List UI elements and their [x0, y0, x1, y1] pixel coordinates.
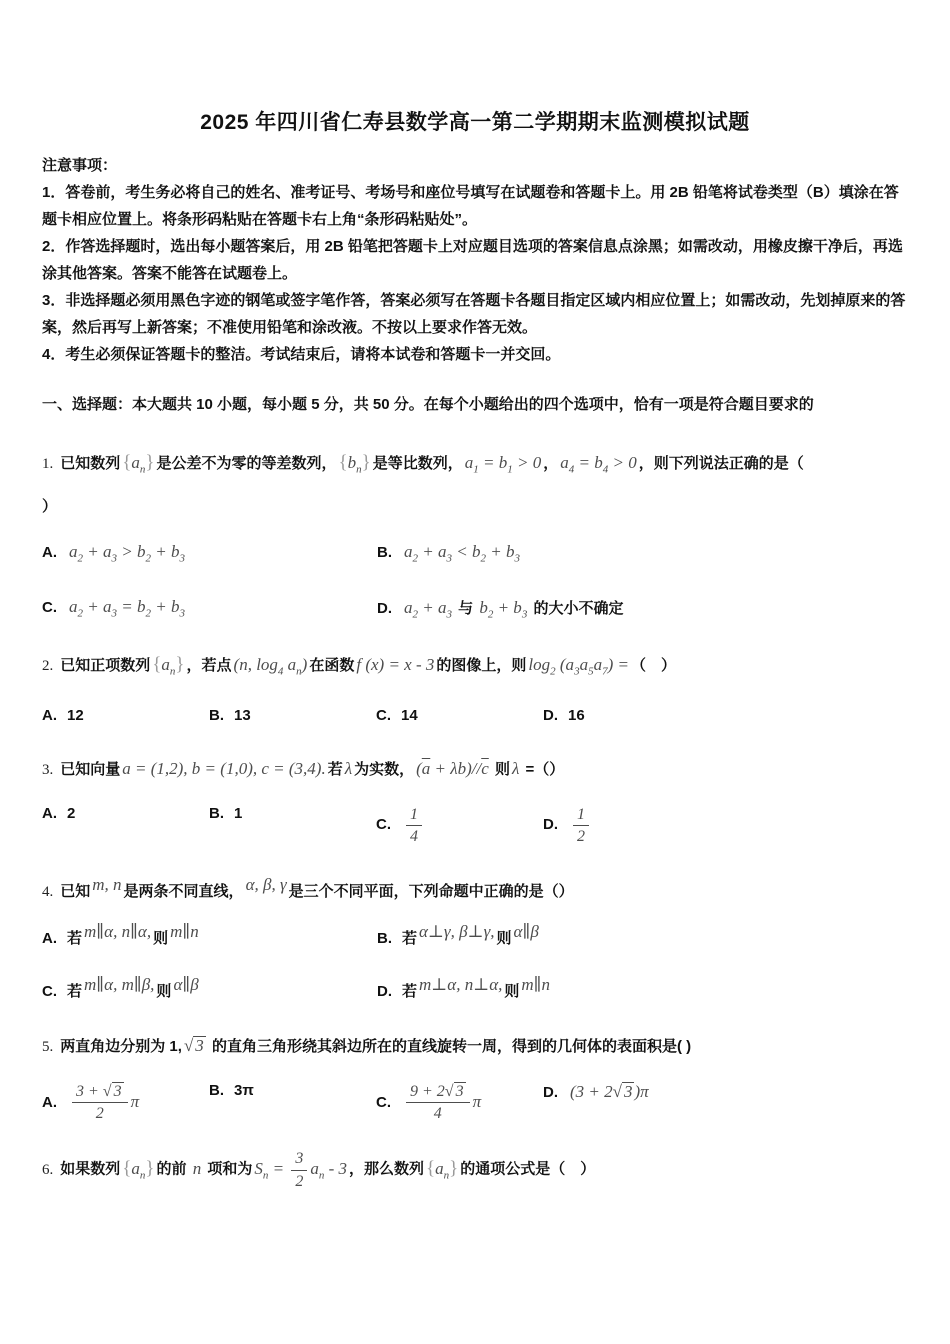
option-label: D.	[543, 706, 558, 724]
option-label: A.	[42, 929, 57, 947]
question-6	[42, 1149, 908, 1194]
math-formula: a = (1,2), b = (1,0), c = (3,4).	[122, 758, 326, 778]
math-formula: λ	[511, 758, 520, 778]
question-5-options	[42, 1082, 908, 1123]
question-number: 6.	[42, 1161, 54, 1178]
question-3-option-A: A. 2	[42, 804, 76, 822]
question-2-option-B: B. 13	[209, 706, 251, 724]
question-4-stem: 4. 已知 m, n 是两条不同直线， α, β, γ 是三个不同平面，下列命题中正确的是（）	[42, 872, 908, 911]
option-label: A.	[42, 706, 57, 724]
math-formula: $S_n$ = $\frac{3}{2}$ $a_n - 3$	[254, 1150, 348, 1190]
math-formula: m, n	[92, 874, 122, 894]
option-label: D.	[377, 599, 392, 617]
math-formula: $\frac{9 + 2√ 3}{4}$ π	[401, 1092, 483, 1111]
question-3-stem: 3. 已知向量 a = (1,2), b = (1,0), c = (3,4). 若 λ 为实数， $(\overline{a} + \lambda b)//\overline{c}$ 则 λ =（）	[42, 758, 565, 778]
math-formula: m∥α, m∥β,	[84, 974, 155, 994]
math-formula: $a_4 = b_4 > 0$	[560, 453, 637, 476]
option-label: C.	[376, 1093, 391, 1111]
question-number: 2.	[42, 658, 54, 675]
math-formula: f (x) = x - 3	[356, 655, 435, 675]
question-3-option-D	[543, 805, 908, 846]
math-formula: n	[192, 1158, 202, 1178]
math-formula: m∥α, n∥α,	[84, 921, 152, 941]
question-1-option-D: D. $a_2 + a_3$ 与 $b_2 + b_3$ 的大小不确定	[377, 597, 624, 621]
question-number: 3.	[42, 761, 54, 778]
math-formula: $a_2 + a_3 < b_2 + b_3$	[404, 542, 520, 565]
notices	[42, 179, 908, 368]
notice-item-3: 3．非选择题必须用黑色字迹的钢笔或签字笔作答，答案必须写在答题卡各题目指定区域内相应位置上；如需改动，先划掉原来的答案，然后再写上新答案；不准使用铅笔和涂改液。不按以上要求作答无效。	[42, 292, 906, 336]
question-4-options	[42, 921, 908, 1001]
question-4-option-C: C. 若 m∥α, m∥β, 则 α∥β	[42, 974, 199, 1000]
math-formula: α∥β	[173, 974, 199, 994]
question-2-stem: 2. 已知正项数列 $\{a_n\}$ ，若点 (n, $\log_4 a_n$) 在函数 f (x) = x - 3 的图像上，则 $\log_2 (a_3a_5a_7)$ = （ ）	[42, 654, 676, 678]
math-formula: $(\overline{a} + \lambda b)//\overline{c}$	[416, 758, 489, 778]
question-1-options	[42, 542, 908, 620]
option-label: C.	[376, 816, 391, 834]
question-2	[42, 646, 908, 723]
section-header: 一、选择题：本大题共 10 小题，每小题 5 分，共 50 分。在每个小题给出的四个选项中，恰有一项是符合题目要求的	[42, 396, 814, 413]
math-formula: $\{a_n\}$	[426, 1157, 459, 1182]
question-4-option-A: A. 若 m∥α, n∥α, 则 m∥n	[42, 921, 199, 947]
question-3-options	[42, 805, 908, 846]
math-formula: m∥n	[170, 921, 199, 941]
question-number: 4.	[42, 883, 54, 900]
question-5-option-C	[376, 1082, 543, 1123]
math-formula: (3 + 2√ 3 )π	[570, 1081, 649, 1101]
question-3-option-B: B. 1	[209, 804, 243, 822]
option-label: C.	[376, 706, 391, 724]
math-formula: α, β, γ	[245, 874, 287, 894]
notice-item-2: 2．作答选择题时，选出每小题答案后，用 2B 铅笔把答题卡上对应题目选项的答案信息点涂黑；如需改动，用橡皮擦干净后，再选涂其他答案。答案不能答在试题卷上。	[42, 238, 903, 282]
question-1	[42, 444, 908, 620]
math-formula: $b_2 + b_3$	[479, 597, 528, 621]
math-formula: $a_1 = b_1 > 0$	[464, 453, 542, 476]
question-1-option-A	[42, 542, 377, 564]
question-5-option-B: B. 3π	[209, 1081, 254, 1099]
notes-heading: 注意事项：	[42, 157, 118, 174]
question-5-option-D	[543, 1082, 908, 1123]
question-2-option-D: D. 16	[543, 706, 585, 724]
math-formula: α∥β	[513, 921, 539, 941]
option-label: A.	[42, 544, 57, 562]
math-formula: α⊥γ, β⊥γ,	[419, 921, 495, 941]
math-formula: $a_2 + a_3 = b_2 + b_3$	[69, 596, 185, 620]
math-formula: $\{b_n\}$	[338, 452, 371, 476]
question-5-option-A	[42, 1082, 209, 1123]
math-formula: $a_2 + a_3$	[404, 597, 452, 621]
math-formula: m⊥α, n⊥α,	[419, 974, 503, 994]
option-label: A.	[42, 1093, 57, 1111]
math-formula: $\{a_n\}$	[122, 1157, 155, 1182]
question-4-option-B: B. 若 α⊥γ, β⊥γ, 则 α∥β	[377, 921, 539, 947]
math-formula: $\{a_n\}$	[152, 654, 185, 678]
option-label: B.	[377, 544, 392, 562]
math-formula: $\frac{1}{4}$	[401, 814, 427, 833]
notice-item-1: 1．答卷前，考生务必将自己的姓名、准考证号、考场号和座位号填写在试题卷和答题卡上。用 2B 铅笔将试卷类型（B）填涂在答题卡相应位置上。将条形码粘贴在答题卡右上角“条形码粘贴处”。	[42, 184, 899, 228]
question-2-options	[42, 707, 908, 724]
question-5-stem: 5. 两直角边分别为 1, √ 3 的直角三角形绕其斜边所在的直线旋转一周，得到的几何体的表面积是( )	[42, 1035, 692, 1055]
option-label: B.	[209, 706, 224, 724]
question-4-option-D: D. 若 m⊥α, n⊥α, 则 m∥n	[377, 974, 551, 1000]
math-formula: $\frac{3 + √ 3}{2}$ π	[67, 1092, 141, 1111]
math-formula: m∥n	[521, 974, 551, 994]
question-number: 1.	[42, 456, 54, 472]
question-1-option-B	[377, 542, 908, 564]
question-4	[42, 872, 908, 1001]
math-formula: $a_2 + a_3 > b_2 + b_3$	[69, 542, 185, 565]
question-1-stem: 1. 已知数列 $\{a_n\}$ 是公差不为零的等差数列， $\{b_n\}$ 是等比数列， $a_1 = b_1 > 0$ ， $a_4 = b_4 > 0$ ，则下列说法正确的是（ ）	[42, 452, 804, 516]
question-3-option-C	[376, 805, 543, 846]
math-formula: √ 3	[183, 1035, 204, 1055]
option-label: C.	[42, 598, 57, 616]
question-5	[42, 1027, 908, 1123]
math-formula: $\frac{1}{2}$	[568, 814, 594, 833]
question-1-option-C	[42, 597, 377, 620]
question-2-option-A: A. 12	[42, 706, 84, 724]
option-label: D.	[543, 816, 558, 834]
option-label: C.	[42, 982, 57, 1000]
question-2-option-C: C. 14	[376, 706, 418, 724]
question-3	[42, 750, 908, 846]
notice-item-4: 4．考生必须保证答题卡的整洁。考试结束后，请将本试卷和答题卡一并交回。	[42, 346, 561, 363]
math-formula: $\log_2 (a_3a_5a_7)$ =	[528, 655, 629, 678]
option-label: B.	[377, 929, 392, 947]
math-formula: $\{a_n\}$	[122, 452, 155, 476]
option-label: B.	[209, 804, 224, 822]
question-number: 5.	[42, 1038, 54, 1055]
option-label: D.	[543, 1083, 558, 1101]
math-formula: λ	[344, 758, 353, 778]
option-label: B.	[209, 1081, 224, 1099]
questions	[42, 444, 908, 1194]
option-label: A.	[42, 804, 57, 822]
page-title: 2025 年四川省仁寿县数学高一第二学期期末监测模拟试题	[200, 111, 750, 134]
option-label: D.	[377, 982, 392, 1000]
math-formula: (n, $\log_4 a_n$)	[233, 655, 308, 678]
question-6-stem: 6. 如果数列 $\{a_n\}$ 的前 n 项和为 $S_n$ = $\frac{3}{2}$ $a_n - 3$ ，那么数列 $\{a_n\}$ 的通项公式是（ ）	[42, 1150, 596, 1190]
